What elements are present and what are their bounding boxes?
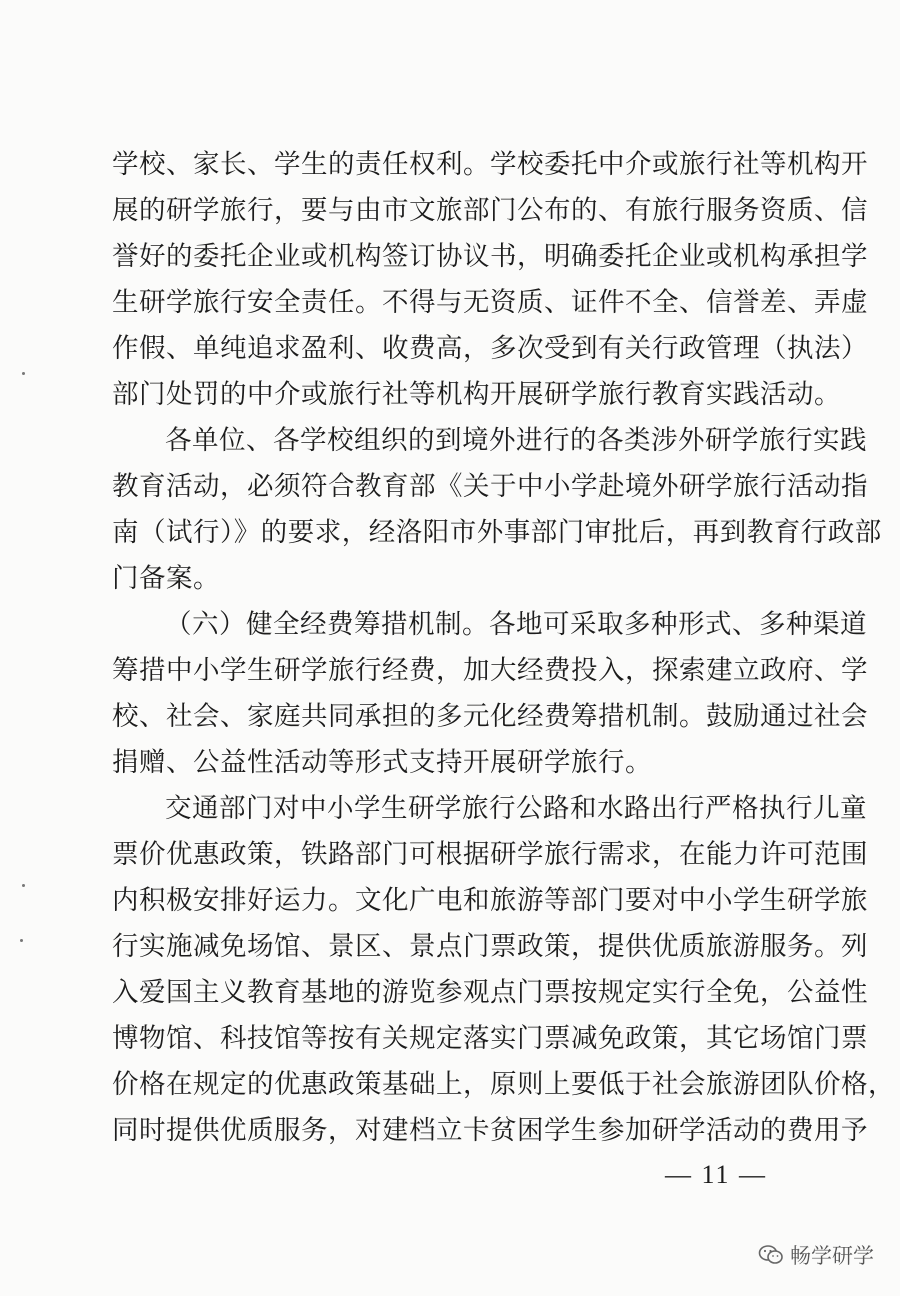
body-text <box>112 142 895 1154</box>
text-line: 学校、家长、学生的责任权利。学校委托中介或旅行社等机构开 <box>112 149 868 180</box>
text-line: 捐赠、公益性活动等形式支持开展研学旅行。 <box>112 747 652 778</box>
watermark-label: 畅学研学 <box>790 1244 874 1268</box>
text-line: 入爱国主义教育基地的游览参观点门票按规定实行全免，公益性 <box>112 977 868 1008</box>
text-line: （六）健全经费筹措机制。各地可采取多种形式、多种渠道 <box>165 609 867 640</box>
wechat-icon <box>758 1244 784 1266</box>
text-line: 筹措中小学生研学旅行经费，加大经费投入，探索建立政府、学 <box>112 655 868 686</box>
page-number: — 11 — <box>664 1160 768 1189</box>
text-line: 门备案。 <box>112 563 220 594</box>
text-line: 校、社会、家庭共同承担的多元化经费筹措机制。鼓励通过社会 <box>112 701 868 732</box>
scan-speck <box>22 372 25 375</box>
text-line: 作假、单纯追求盈利、收费高，多次受到有关行政管理（执法） <box>112 333 868 364</box>
text-line: 同时提供优质服务，对建档立卡贫困学生参加研学活动的费用予 <box>112 1115 868 1146</box>
text-line: 博物馆、科技馆等按有关规定落实门票减免政策，其它场馆门票 <box>112 1023 868 1054</box>
text-line: 交通部门对中小学生研学旅行公路和水路出行严格执行儿童 <box>165 793 867 824</box>
text-line: 行实施减免场馆、景区、景点门票政策，提供优质旅游服务。列 <box>112 931 868 962</box>
text-line: 南（试行）》的要求，经洛阳市外事部门审批后，再到教育行政部 <box>112 517 882 548</box>
scan-speck <box>20 939 23 942</box>
text-line: 誉好的委托企业或机构签订协议书，明确委托企业或机构承担学 <box>112 241 868 272</box>
text-line: 部门处罚的中介或旅行社等机构开展研学旅行教育实践活动。 <box>112 379 841 410</box>
text-line: 价格在规定的优惠政策基础上，原则上要低于社会旅游团队价格， <box>112 1069 895 1100</box>
text-line: 生研学旅行安全责任。不得与无资质、证件不全、信誉差、弄虚 <box>112 287 868 318</box>
text-line: 各单位、各学校组织的到境外进行的各类涉外研学旅行实践 <box>165 425 867 456</box>
scan-speck <box>22 884 25 887</box>
text-line: 票价优惠政策，铁路部门可根据研学旅行需求，在能力许可范围 <box>112 839 868 870</box>
text-line: 展的研学旅行，要与由市文旅部门公布的、有旅行服务资质、信 <box>112 195 868 226</box>
text-line: 内积极安排好运力。文化广电和旅游等部门要对中小学生研学旅 <box>112 885 868 916</box>
text-line: 教育活动，必须符合教育部《关于中小学赴境外研学旅行活动指 <box>112 471 868 502</box>
watermark <box>758 1240 874 1270</box>
